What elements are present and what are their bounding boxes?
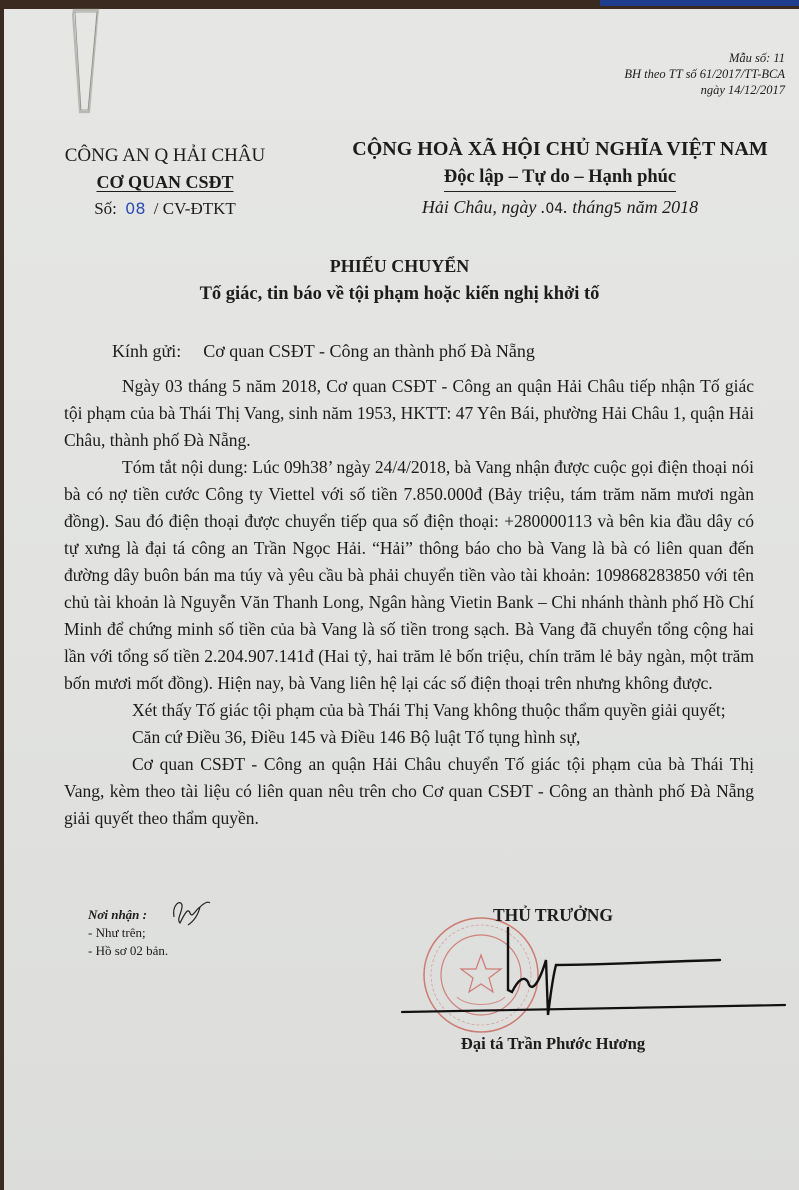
initials-signature-icon — [170, 897, 215, 927]
recipients-label: Nơi nhận : — [88, 907, 147, 922]
addressee-value: Cơ quan CSĐT - Công an thành phố Đà Nẵng — [203, 341, 535, 361]
document-number-suffix: / CV-ĐTKT — [153, 199, 236, 218]
paperclip-icon — [70, 4, 106, 116]
issuer-department: CƠ QUAN CSĐT — [96, 172, 234, 192]
addressee-label: Kính gửi: — [112, 341, 182, 361]
form-number: Mẫu số: 11 — [728, 51, 785, 65]
date-month-handwritten: 5 — [613, 201, 623, 217]
date-suffix: năm 2018 — [622, 197, 699, 217]
date-middle: . tháng — [563, 197, 614, 217]
national-header — [325, 135, 795, 224]
signature-block — [418, 905, 688, 1053]
handwritten-signature-icon — [400, 920, 799, 1020]
date-prefix: Hải Châu, ngày . — [421, 197, 546, 217]
form-circular: BH theo TT số 61/2017/TT-BCA — [624, 67, 785, 81]
body-paragraph: Căn cứ Điều 36, Điều 145 và Điều 146 Bộ luật Tố tụng hình sự, — [132, 727, 581, 747]
document-number-handwritten: 08 — [125, 199, 146, 218]
body-paragraph: Cơ quan CSĐT - Công an quận Hải Châu chuyển Tố giác tội phạm của bà Thái Thị Vang, kèm theo tài liệu có liên quan nêu trên cho Cơ quan CSĐT - Công an thành phố Đà Nẵng giải quyết theo thẩm quyền. — [64, 754, 754, 828]
background-object — [600, 0, 799, 6]
recipient-item: - Như trên; — [88, 925, 146, 940]
body-paragraph: Ngày 03 tháng 5 năm 2018, Cơ quan CSĐT - Công an quận Hải Châu tiếp nhận Tố giác tội phạm của bà Thái Thị Vang, sinh năm 1953, HKTT: 47 Yên Bái, phường Hải Châu 1, quận Hải Châu, thành phố Đà Nẵng. — [64, 376, 754, 450]
signatory-name: Đại tá Trần Phước Hương — [460, 1034, 646, 1053]
national-motto: Độc lập – Tự do – Hạnh phúc — [444, 163, 676, 192]
addressee-line — [112, 341, 535, 362]
issuer-header — [40, 143, 290, 223]
document-date — [325, 192, 795, 224]
form-reference — [624, 50, 785, 98]
document-number — [40, 195, 290, 223]
document-body — [64, 373, 754, 832]
recipients-block — [88, 906, 168, 960]
nation-title: CỘNG HOÀ XÃ HỘI CHỦ NGHĨA VIỆT NAM — [352, 138, 768, 160]
form-date: ngày 14/12/2017 — [700, 83, 785, 97]
date-day-handwritten: 04 — [545, 201, 564, 217]
signatory-role: THỦ TRƯỞNG — [492, 905, 614, 925]
body-paragraph: Xét thấy Tố giác tội phạm của bà Thái Thị Vang không thuộc thẩm quyền giải quyết; — [132, 700, 726, 720]
issuer-organization: CÔNG AN Q HẢI CHÂU — [64, 145, 266, 166]
recipient-item: - Hồ sơ 02 bản. — [88, 943, 169, 958]
body-paragraph: Tóm tắt nội dung: Lúc 09h38’ ngày 24/4/2018, bà Vang nhận được cuộc gọi điện thoại nói bà có nợ tiền cước Công ty Viettel với số tiền 7.850.000đ (Bảy triệu, tám trăm năm mươi ngàn đồng). Sau đó điện thoại được chuyển tiếp qua số điện thoại: +280000113 và bên kia đầu dây có tự xưng là đại tá công an Trần Ngọc Hải. “Hải” thông báo cho bà Vang là bà có liên quan đến đường dây buôn bán ma túy và yêu cầu bà phải chuyển tiền vào tài khoản: 109868283850 với tên chủ tài khoản là Nguyễn Văn Thanh Long, Ngân hàng Vietin Bank – Chi nhánh thành phố Hồ Chí Minh để chứng minh số tiền của bà Vang là số tiền trong sạch. Bà Vang đã chuyển tổng cộng hai lần với tổng số tiền 2.204.907.141đ (Hai tỷ, hai trăm lẻ bốn triệu, chín trăm lẻ bảy ngàn, một trăm bốn mươi mốt đồng). Hiện nay, bà Vang liên hệ lại các số điện thoại trên nhưng không được. — [64, 457, 754, 693]
document-subtitle: Tố giác, tin báo về tội phạm hoặc kiến nghị khởi tố — [199, 284, 600, 304]
document-number-prefix: Số: — [94, 199, 117, 218]
document-title: PHIẾU CHUYỂN — [329, 256, 470, 276]
